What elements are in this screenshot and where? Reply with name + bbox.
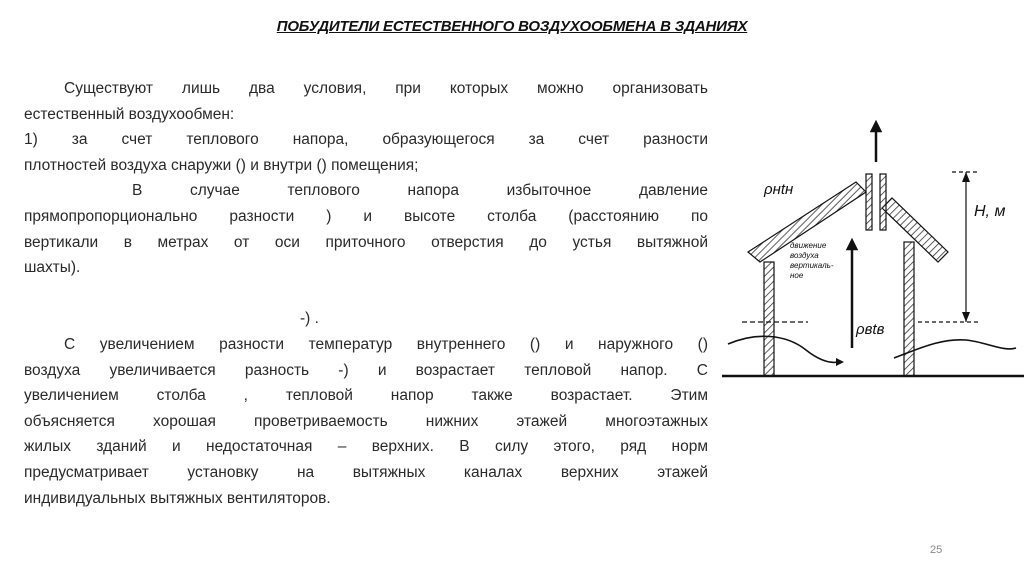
paragraph-line: Существуют лишь два условия, при которых можно организовать — [64, 80, 708, 97]
paragraph-line: воздуха увеличивается разность -) и возрастает тепловой напор. С — [24, 361, 708, 379]
paragraph-line: вертикали в метрах от оси приточного отверстия до устья вытяжной — [24, 233, 708, 251]
paragraph-line: шахты). — [24, 259, 81, 277]
paragraph-line: 1) за счет теплового напора, образующегося за счет разности — [24, 131, 708, 149]
label-outside: ρнtн — [764, 181, 794, 198]
house-ventilation-diagram — [716, 112, 1024, 412]
label-flow-3: вертикаль- — [790, 261, 834, 270]
exhaust-shaft-right — [880, 174, 886, 230]
label-flow-2: воздуха — [790, 251, 819, 260]
paragraph-line: предусматривает установку на вытяжных каналах верхних этажей — [24, 463, 708, 481]
paragraph-line: В случае теплового напора избыточное давление — [132, 182, 708, 200]
paragraph-line: прямопропорционально разности ) и высоте столба (расстоянию по — [24, 207, 708, 225]
page-number: 25 — [930, 544, 943, 556]
paragraph-line: С увеличением разности температур внутреннего () и наружного () — [64, 335, 708, 353]
intake-flow-left — [728, 336, 838, 362]
slide-title: ПОБУДИТЕЛИ ЕСТЕСТВЕННОГО ВОЗДУХООБМЕНА В ЗДАНИЯХ — [276, 18, 748, 35]
exhaust-shaft-left — [866, 174, 872, 230]
paragraph-line: объясняется хорошая проветриваемость нижних этажей многоэтажных — [24, 412, 708, 430]
body-text — [24, 76, 708, 511]
label-inside: ρвtв — [856, 321, 885, 338]
paragraph-line: плотностей воздуха снаружи () и внутри () помещения; — [24, 156, 419, 174]
roof-right — [882, 198, 948, 262]
label-height: H, м — [974, 203, 1006, 220]
paragraph-line: увеличением столба , тепловой напор также возрастает. Этим — [24, 387, 708, 405]
paragraph-line: индивидуальных вытяжных вентиляторов. — [24, 489, 331, 507]
left-wall — [764, 262, 774, 376]
paragraph-line: жилых зданий и недостаточная – верхних. В силу этого, ряд норм — [24, 438, 708, 456]
paragraph-line: естественный воздухообмен: — [24, 105, 235, 123]
formula-line: -) . — [300, 310, 319, 328]
label-flow-4: ное — [790, 271, 804, 280]
right-wall — [904, 242, 914, 376]
label-flow-1: движение — [790, 241, 827, 250]
